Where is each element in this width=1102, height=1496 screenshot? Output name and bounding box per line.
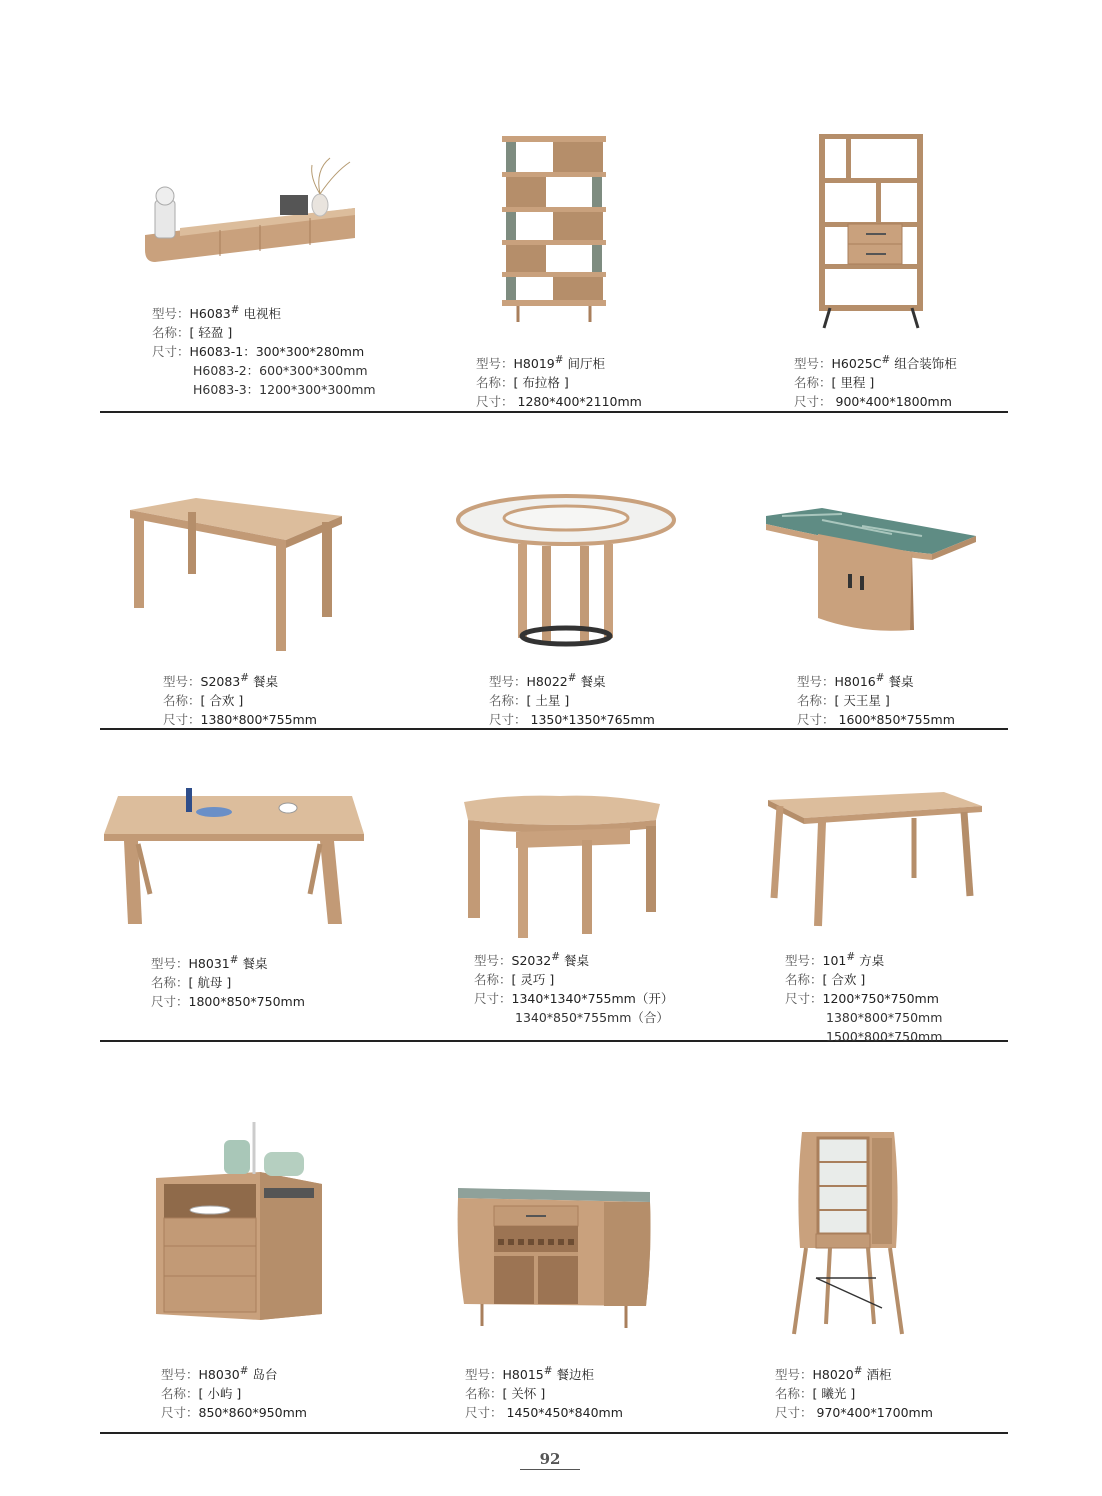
- product-size: 900*400*1800mm: [831, 394, 952, 410]
- product-size: 1600*850*755mm: [834, 712, 955, 728]
- product-image-display-cabinet: [818, 134, 924, 330]
- product-size: 1340*1340*755mm（开）: [511, 991, 674, 1007]
- product-size: 1350*1350*765mm: [526, 712, 655, 728]
- product-name: [ 里程 ]: [831, 375, 875, 391]
- product-info-s2032: 型号：S2032# 餐桌 名称：[ 灵巧 ] 尺寸：1340*1340*755mm（开） 1340*850*755mm（合）: [474, 951, 674, 1026]
- product-name: [ 土星 ]: [526, 693, 570, 709]
- product-size: 1280*400*2110mm: [513, 394, 642, 410]
- product-name: [ 小屿 ]: [198, 1386, 242, 1402]
- product-info-s2083: 型号：S2083# 餐桌 名称：[ 合欢 ] 尺寸：1380*800*755mm: [163, 672, 317, 728]
- product-image-kitchen-island: [150, 1112, 328, 1326]
- product-type: 组合装饰柜: [894, 356, 957, 372]
- product-info-h8031: 型号：H8031# 餐桌 名称：[ 航母 ] 尺寸：1800*850*750mm: [151, 954, 305, 1010]
- product-name: [ 合欢 ]: [822, 972, 866, 988]
- product-type: 餐桌: [563, 953, 589, 969]
- row-divider: [100, 1432, 1008, 1434]
- product-model: H8030: [198, 1367, 240, 1383]
- product-image-square-table: [764, 790, 984, 930]
- product-info-h6083: 型号：H6083# 电视柜 名称：[ 轻盈 ] 尺寸：H6083-1：300*300*280mm H6083-2：600*300*300mm H6083-3：1200*300*300mm: [152, 304, 376, 398]
- product-name: [ 关怀 ]: [502, 1386, 546, 1402]
- product-size: H6083-3：1200*300*300mm: [193, 382, 376, 398]
- product-type: 餐桌: [252, 674, 278, 690]
- product-size: 1450*450*840mm: [502, 1405, 623, 1421]
- product-type: 酒柜: [866, 1367, 892, 1383]
- product-type: 方桌: [859, 953, 885, 969]
- product-name: [ 曦光 ]: [812, 1386, 856, 1402]
- product-info-h6025c: 型号：H6025C# 组合装饰柜 名称：[ 里程 ] 尺寸： 900*400*1800mm: [794, 354, 957, 410]
- product-size: 1340*850*755mm（合）: [515, 1010, 669, 1026]
- product-image-marble-table: [762, 506, 980, 638]
- product-size: H6083-1：300*300*280mm: [189, 344, 365, 360]
- product-size: 1800*850*750mm: [188, 994, 305, 1010]
- product-info-h8030: 型号：H8030# 岛台 名称：[ 小屿 ] 尺寸：850*860*950mm: [161, 1365, 307, 1421]
- product-name: [ 布拉格 ]: [513, 375, 569, 391]
- product-name: [ 灵巧 ]: [511, 972, 555, 988]
- product-image-dining-table: [126, 496, 346, 656]
- product-model: H8015: [502, 1367, 544, 1383]
- product-name: [ 合欢 ]: [200, 693, 244, 709]
- product-model: H6025C: [831, 356, 882, 372]
- row-divider: [100, 411, 1008, 413]
- product-model: H8020: [812, 1367, 854, 1383]
- product-type: 餐桌: [242, 956, 268, 972]
- product-image-folding-table: [460, 792, 664, 940]
- product-name: [ 天王星 ]: [834, 693, 890, 709]
- product-model: H8019: [513, 356, 555, 372]
- product-image-sideboard: [454, 1182, 652, 1332]
- product-model: H8016: [834, 674, 876, 690]
- product-info-h8015: 型号：H8015# 餐边柜 名称：[ 关怀 ] 尺寸： 1450*450*840mm: [465, 1365, 623, 1421]
- product-type: 餐桌: [580, 674, 606, 690]
- page-number: 92: [520, 1450, 580, 1470]
- product-type: 餐桌: [888, 674, 914, 690]
- product-size: 1380*800*750mm: [826, 1010, 943, 1026]
- product-image-dining-table-wide: [102, 784, 366, 930]
- product-size: 850*860*950mm: [198, 1405, 307, 1421]
- product-size: 1200*750*750mm: [822, 991, 939, 1007]
- product-info-h8022: 型号：H8022# 餐桌 名称：[ 土星 ] 尺寸： 1350*1350*765mm: [489, 672, 655, 728]
- product-type: 电视柜: [243, 306, 281, 322]
- product-info-h8019: 型号：H8019# 间厅柜 名称：[ 布拉格 ] 尺寸： 1280*400*2110mm: [476, 354, 642, 410]
- product-image-round-table: [456, 494, 676, 650]
- product-size: 970*400*1700mm: [812, 1405, 933, 1421]
- product-size: 1380*800*755mm: [200, 712, 317, 728]
- product-info-h8020: 型号：H8020# 酒柜 名称：[ 曦光 ] 尺寸： 970*400*1700mm: [775, 1365, 933, 1421]
- product-image-partition-cabinet: [498, 132, 610, 324]
- product-type: 餐边柜: [556, 1367, 594, 1383]
- product-type: 岛台: [252, 1367, 278, 1383]
- product-model: H8022: [526, 674, 568, 690]
- product-info-101: 型号：101# 方桌 名称：[ 合欢 ] 尺寸：1200*750*750mm 1380*800*750mm 1500*800*750mm: [785, 951, 943, 1045]
- product-image-tv-cabinet: [140, 150, 365, 270]
- product-size: 1500*800*750mm: [826, 1029, 943, 1045]
- product-info-h8016: 型号：H8016# 餐桌 名称：[ 天王星 ] 尺寸： 1600*850*755mm: [797, 672, 955, 728]
- product-model: 101: [822, 953, 847, 969]
- product-model: S2083: [200, 674, 241, 690]
- product-image-wine-cabinet: [786, 1128, 910, 1340]
- product-model: S2032: [511, 953, 552, 969]
- product-size: H6083-2：600*300*300mm: [193, 363, 368, 379]
- product-name: [ 航母 ]: [188, 975, 232, 991]
- product-model: H8031: [188, 956, 230, 972]
- product-name: [ 轻盈 ]: [189, 325, 233, 341]
- product-type: 间厅柜: [567, 356, 605, 372]
- product-model: H6083: [189, 306, 231, 322]
